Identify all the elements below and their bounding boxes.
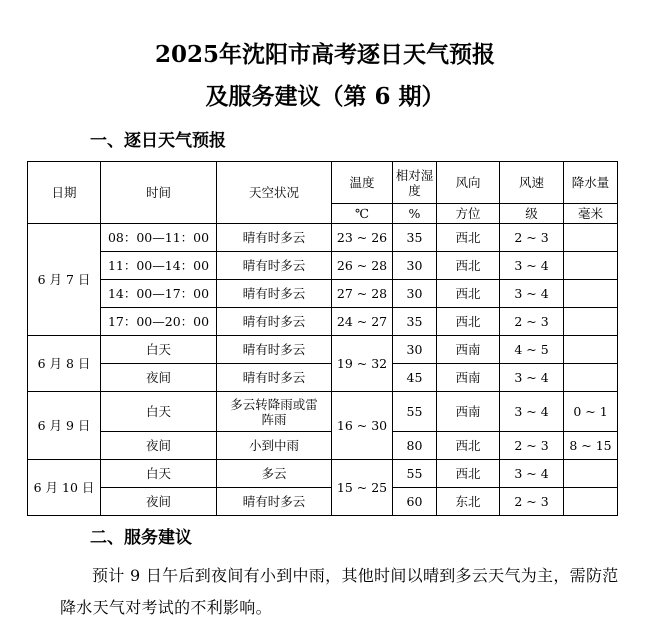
wind-speed-cell: 4 ~ 5 [500, 336, 564, 364]
wind-dir-cell: 西南 [437, 392, 500, 432]
sky-cell: 晴有时多云 [217, 280, 332, 308]
forecast-table [27, 161, 618, 516]
humidity-cell: 35 [393, 308, 437, 336]
wind-dir-cell: 西北 [437, 460, 500, 488]
precip-cell [564, 460, 618, 488]
precip-cell [564, 336, 618, 364]
unit-wind-dir: 方位 [437, 204, 500, 224]
table-row [28, 488, 618, 516]
humidity-cell: 80 [393, 432, 437, 460]
sky-cell: 晴有时多云 [217, 364, 332, 392]
time-cell: 08：00—11：00 [101, 224, 217, 252]
table-row [28, 280, 618, 308]
sky-cell: 晴有时多云 [217, 308, 332, 336]
time-cell: 14：00—17：00 [101, 280, 217, 308]
humidity-cell: 45 [393, 364, 437, 392]
temp-cell: 15 ~ 25 [332, 460, 393, 516]
sky-cell: 小到中雨 [217, 432, 332, 460]
header-date: 日期 [28, 162, 101, 224]
precip-cell: 0 ~ 1 [564, 392, 618, 432]
temp-cell: 19 ~ 32 [332, 336, 393, 392]
wind-speed-cell: 2 ~ 3 [500, 432, 564, 460]
humidity-cell: 55 [393, 460, 437, 488]
sky-cell: 多云转降雨或雷阵雨 [217, 392, 332, 432]
unit-temp: ℃ [332, 204, 393, 224]
precip-cell [564, 252, 618, 280]
header-sky: 天空状况 [217, 162, 332, 224]
time-cell: 白天 [101, 392, 217, 432]
precip-cell [564, 364, 618, 392]
date-cell: 6 月 7 日 [28, 224, 101, 336]
unit-precip: 毫米 [564, 204, 618, 224]
sky-cell: 晴有时多云 [217, 336, 332, 364]
precip-cell [564, 488, 618, 516]
wind-dir-cell: 西南 [437, 336, 500, 364]
wind-speed-cell: 3 ~ 4 [500, 280, 564, 308]
wind-speed-cell: 3 ~ 4 [500, 252, 564, 280]
table-row [28, 392, 618, 432]
sky-cell: 晴有时多云 [217, 252, 332, 280]
date-cell: 6 月 10 日 [28, 460, 101, 516]
table-row [28, 224, 618, 252]
wind-dir-cell: 西南 [437, 364, 500, 392]
advice-paragraph: 预计 9 日午后到夜间有小到中雨，其他时间以晴到多云天气为主，需防范降水天气对考试的不利影响。 [60, 566, 619, 617]
unit-wind-speed: 级 [500, 204, 564, 224]
header-wind-dir: 风向 [437, 162, 500, 204]
wind-speed-cell: 2 ~ 3 [500, 224, 564, 252]
wind-dir-cell: 东北 [437, 488, 500, 516]
header-time: 时间 [101, 162, 217, 224]
header-precip: 降水量 [564, 162, 618, 204]
table-row [28, 432, 618, 460]
table-row [28, 364, 618, 392]
section-heading-forecast: 一、逐日天气预报 [90, 131, 226, 151]
wind-speed-cell: 3 ~ 4 [500, 364, 564, 392]
date-cell: 6 月 8 日 [28, 336, 101, 392]
header-temp: 温度 [332, 162, 393, 204]
table-row [28, 336, 618, 364]
section-heading-advice: 二、服务建议 [90, 528, 192, 548]
date-cell: 6 月 9 日 [28, 392, 101, 460]
humidity-cell: 35 [393, 224, 437, 252]
unit-humidity: % [393, 204, 437, 224]
wind-dir-cell: 西北 [437, 252, 500, 280]
temp-cell: 26 ~ 28 [332, 252, 393, 280]
table-row [28, 252, 618, 280]
time-cell: 夜间 [101, 488, 217, 516]
temp-cell: 23 ~ 26 [332, 224, 393, 252]
time-cell: 11：00—14：00 [101, 252, 217, 280]
sky-cell: 晴有时多云 [217, 224, 332, 252]
sky-cell: 多云 [217, 460, 332, 488]
time-cell: 17：00—20：00 [101, 308, 217, 336]
humidity-cell: 55 [393, 392, 437, 432]
time-cell: 白天 [101, 460, 217, 488]
table-row [28, 308, 618, 336]
humidity-cell: 60 [393, 488, 437, 516]
header-humidity: 相对湿度 [393, 162, 437, 204]
precip-cell [564, 308, 618, 336]
humidity-cell: 30 [393, 336, 437, 364]
temp-cell: 27 ~ 28 [332, 280, 393, 308]
time-cell: 夜间 [101, 364, 217, 392]
temp-cell: 24 ~ 27 [332, 308, 393, 336]
header-wind-speed: 风速 [500, 162, 564, 204]
wind-speed-cell: 2 ~ 3 [500, 488, 564, 516]
temp-cell: 16 ~ 30 [332, 392, 393, 460]
precip-cell [564, 280, 618, 308]
time-cell: 夜间 [101, 432, 217, 460]
precip-cell: 8 ~ 15 [564, 432, 618, 460]
precip-cell [564, 224, 618, 252]
wind-dir-cell: 西北 [437, 308, 500, 336]
wind-dir-cell: 西北 [437, 280, 500, 308]
wind-speed-cell: 3 ~ 4 [500, 460, 564, 488]
table-row [28, 460, 618, 488]
wind-speed-cell: 3 ~ 4 [500, 392, 564, 432]
sky-cell: 晴有时多云 [217, 488, 332, 516]
wind-dir-cell: 西北 [437, 224, 500, 252]
document-title-line-2: 及服务建议（第 6 期） [205, 83, 445, 110]
document-title-line-1: 2025年沈阳市高考逐日天气预报 [154, 41, 495, 68]
humidity-cell: 30 [393, 252, 437, 280]
humidity-cell: 30 [393, 280, 437, 308]
wind-speed-cell: 2 ~ 3 [500, 308, 564, 336]
time-cell: 白天 [101, 336, 217, 364]
table-header-row [28, 162, 618, 204]
wind-dir-cell: 西北 [437, 432, 500, 460]
